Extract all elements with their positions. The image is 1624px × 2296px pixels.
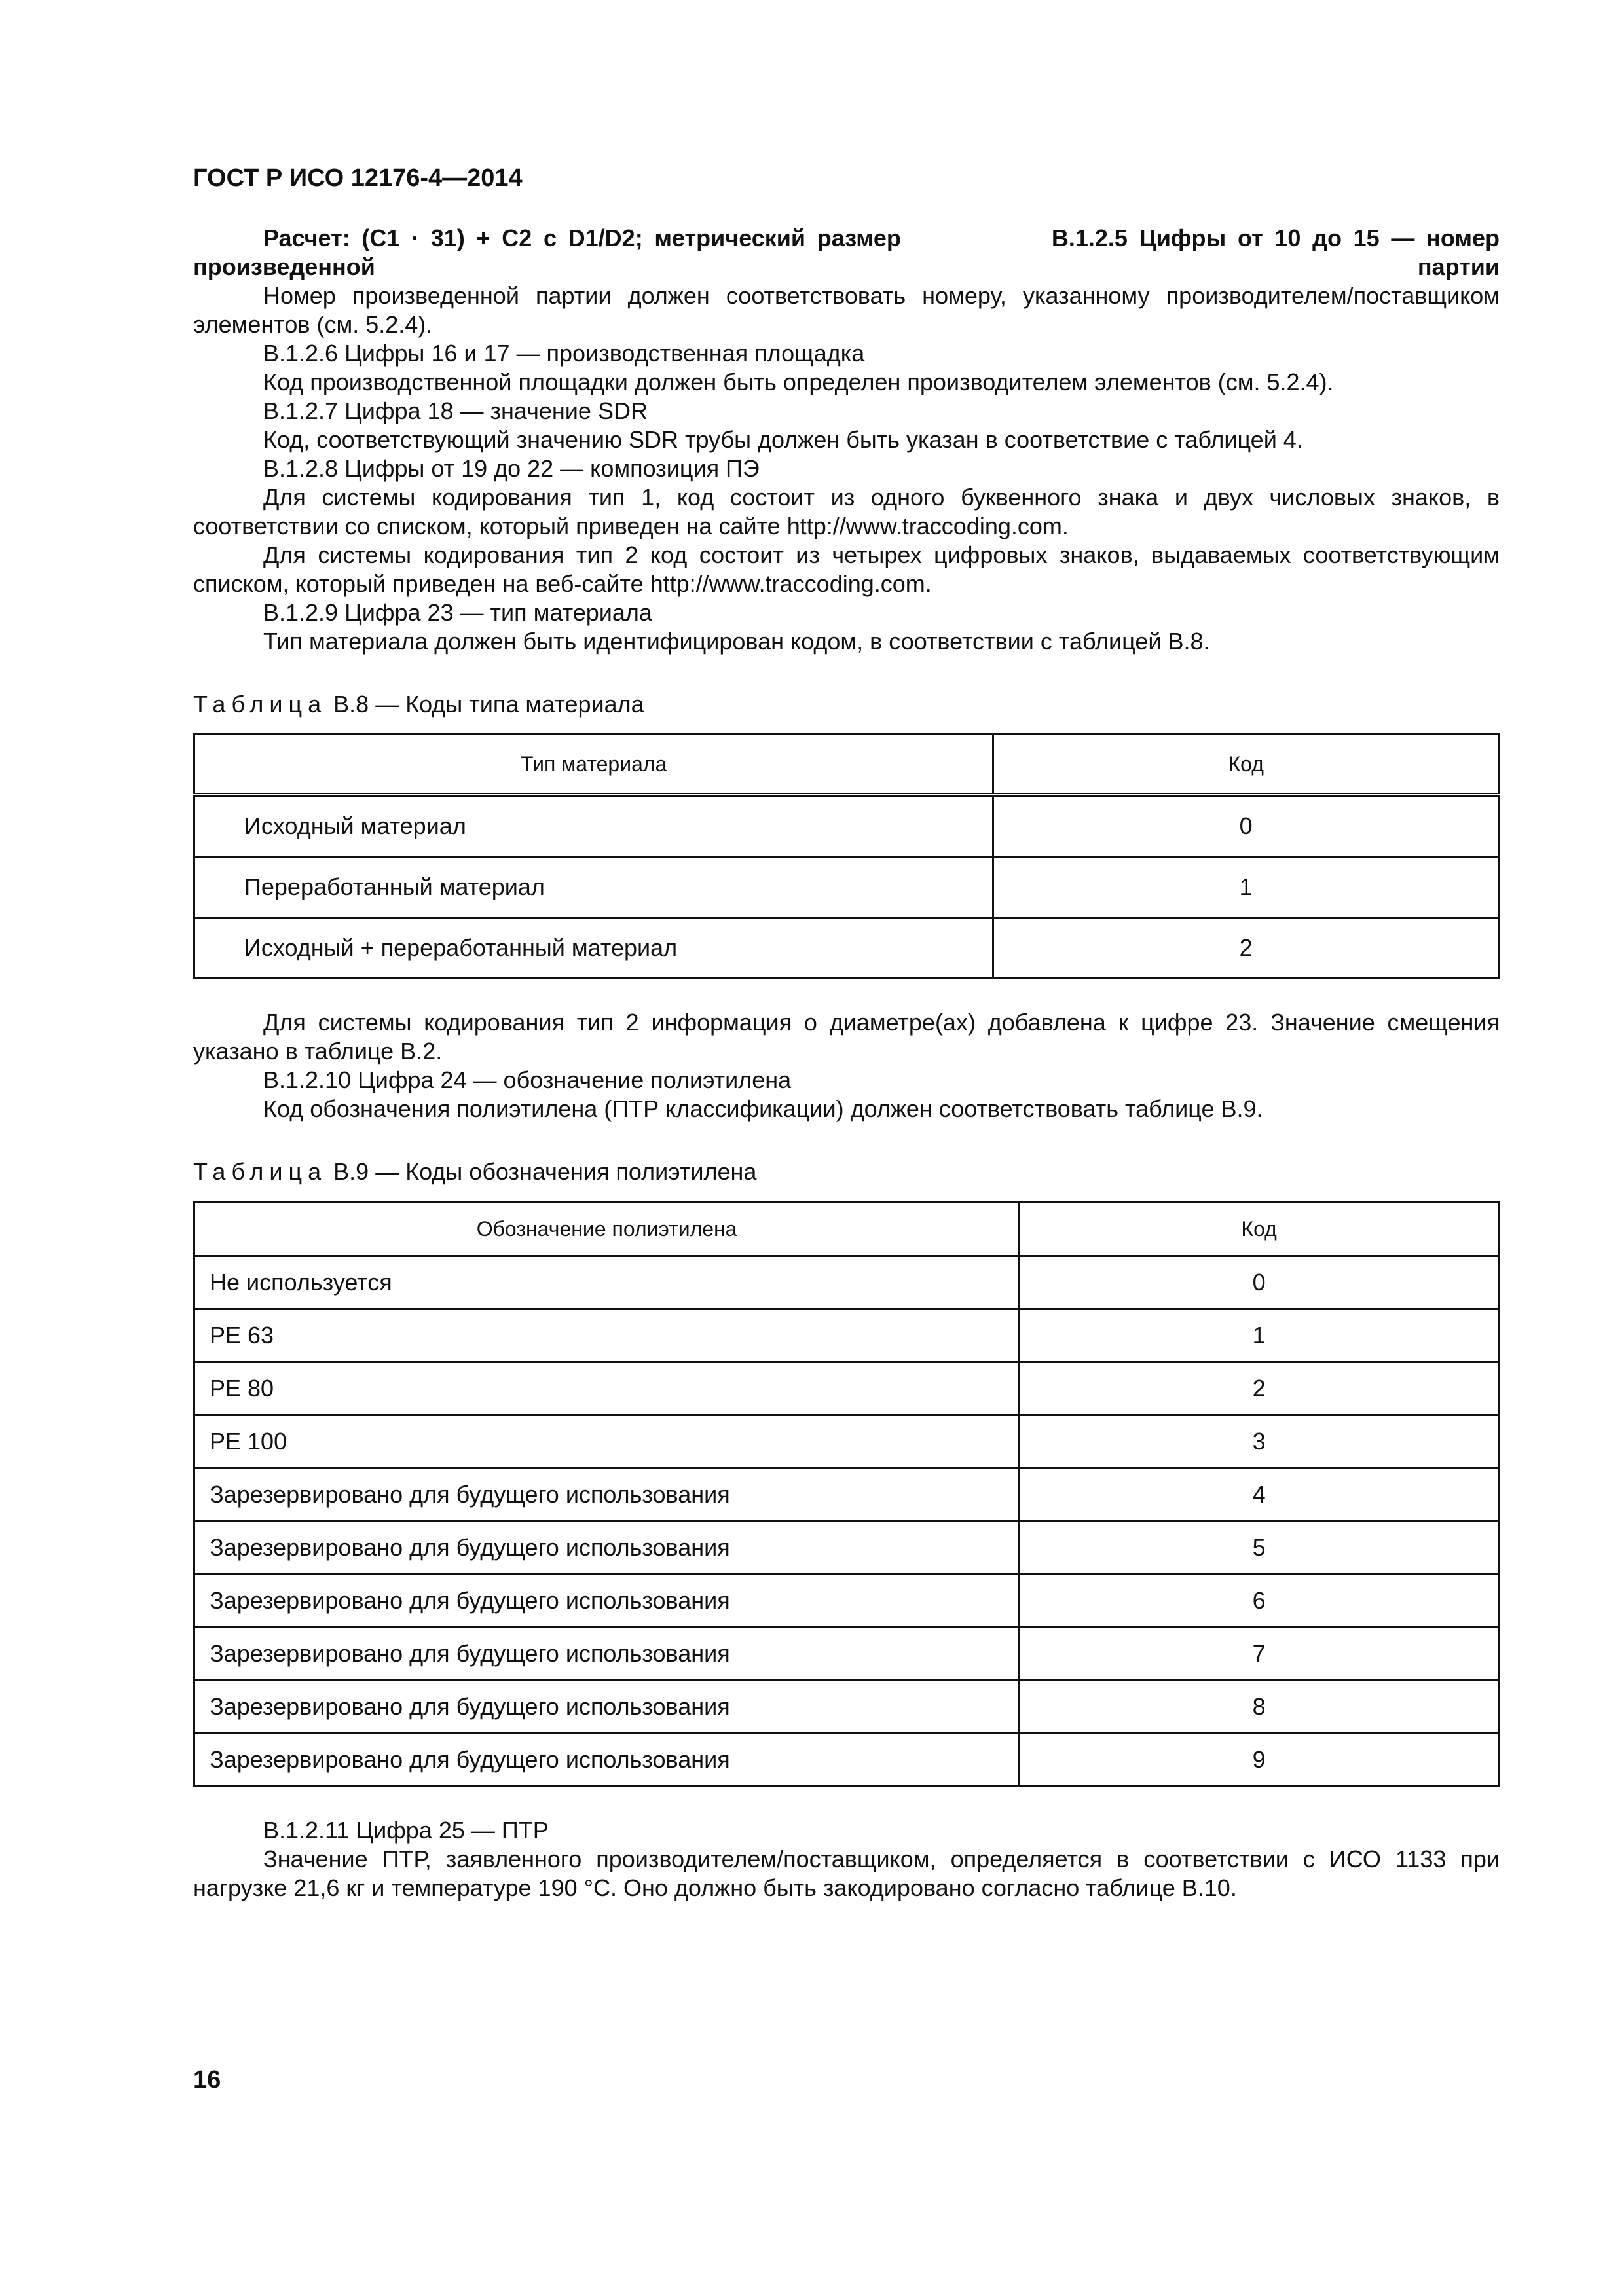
table-caption-text: В.9 — Коды обозначения полиэтилена bbox=[333, 1158, 757, 1185]
calculation-line bbox=[193, 224, 1500, 282]
table-row bbox=[194, 918, 1499, 979]
table-cell: Зарезервировано для будущего использования bbox=[194, 1734, 1020, 1787]
table-cell: Зарезервировано для будущего использования bbox=[194, 1681, 1020, 1734]
paragraph: Значение ПТР, заявленного производителем/поставщиком, определяется в соответствии с ИСО 1133 при нагрузке 21,6 кг и температуре 190 °С. Оно должно быть закодировано согласно таблице В.10. bbox=[193, 1846, 1500, 1901]
table-cell: Зарезервировано для будущего использования bbox=[194, 1468, 1020, 1522]
table-cell: 2 bbox=[993, 918, 1499, 979]
paragraph: Для системы кодирования тип 2 информация о диаметре(ах) добавлена к цифре 23. Значение смещения указано в таблице В.2. bbox=[193, 1009, 1500, 1065]
table-cell: 1 bbox=[993, 857, 1499, 918]
section-heading: В.1.2.7 Цифра 18 — значение SDR bbox=[263, 397, 648, 424]
table-caption-word: Таблица bbox=[193, 691, 327, 718]
paragraph: Тип материала должен быть идентифицирован кодом, в соответствии с таблицей В.8. bbox=[263, 628, 1210, 655]
table-row bbox=[194, 1256, 1499, 1309]
paragraph: Для системы кодирования тип 2 код состоит из четырех цифровых знаков, выдаваемых соответствующим списком, который приведен на веб-сайте http://www.traccoding.com. bbox=[193, 541, 1500, 597]
table-cell: PE 100 bbox=[194, 1415, 1020, 1468]
table-cell: 8 bbox=[1020, 1681, 1499, 1734]
table-cell: Не используется bbox=[194, 1256, 1020, 1309]
table-cell: Зарезервировано для будущего использования bbox=[194, 1522, 1020, 1575]
table-row bbox=[194, 1362, 1499, 1415]
table-row bbox=[194, 1681, 1499, 1734]
table-cell: 5 bbox=[1020, 1522, 1499, 1575]
table-cell: PE 80 bbox=[194, 1362, 1020, 1415]
table-cell: 0 bbox=[993, 795, 1499, 857]
table-caption-text: В.8 — Коды типа материала bbox=[333, 691, 644, 718]
table-row bbox=[194, 1468, 1499, 1522]
paragraph: Код, соответствующий значению SDR трубы должен быть указан в соответствие с таблицей 4. bbox=[263, 426, 1303, 453]
table-cell: 7 bbox=[1020, 1628, 1499, 1681]
material-type-table bbox=[193, 733, 1500, 979]
table-cell: 4 bbox=[1020, 1468, 1499, 1522]
paragraph: Номер произведенной партии должен соответствовать номеру, указанному производителем/поставщиком элементов (см. 5.2.4). bbox=[193, 282, 1500, 338]
table-row bbox=[194, 1628, 1499, 1681]
page-number: 16 bbox=[193, 2066, 221, 2094]
document-header: ГОСТ Р ИСО 12176-4—2014 bbox=[193, 164, 523, 192]
table-row bbox=[194, 1415, 1499, 1468]
table-cell: 1 bbox=[1020, 1309, 1499, 1362]
table-cell: 3 bbox=[1020, 1415, 1499, 1468]
table-cell: Зарезервировано для будущего использования bbox=[194, 1628, 1020, 1681]
table-caption bbox=[193, 1157, 1500, 1186]
polyethylene-designation-table bbox=[193, 1201, 1500, 1787]
section-heading: В.1.2.6 Цифры 16 и 17 — производственная площадка bbox=[263, 340, 865, 367]
table-cell: Исходный + переработанный материал bbox=[194, 918, 993, 979]
column-header: Обозначение полиэтилена bbox=[194, 1202, 1020, 1256]
document-body bbox=[193, 224, 1500, 1903]
column-header: Код bbox=[1020, 1202, 1499, 1256]
section-heading: В.1.2.9 Цифра 23 — тип материала bbox=[263, 599, 652, 626]
section-heading: В.1.2.8 Цифры от 19 до 22 — композиция ПЭ bbox=[263, 455, 760, 482]
table-caption-word: Таблица bbox=[193, 1158, 327, 1185]
table-cell: 2 bbox=[1020, 1362, 1499, 1415]
table-caption bbox=[193, 690, 1500, 719]
column-header: Код bbox=[993, 735, 1499, 795]
table-cell: Зарезервировано для будущего использования bbox=[194, 1575, 1020, 1628]
paragraph: Код производственной площадки должен быть определен производителем элементов (см. 5.2.4). bbox=[263, 369, 1334, 395]
table-row bbox=[194, 1734, 1499, 1787]
table-row bbox=[194, 795, 1499, 857]
column-header: Тип материала bbox=[194, 735, 993, 795]
table-cell: Исходный материал bbox=[194, 795, 993, 857]
paragraph: Для системы кодирования тип 1, код состоит из одного буквенного знака и двух числовых знаков, в соответствии со списком, который приведен на сайте http://www.traccoding.com. bbox=[193, 484, 1500, 539]
table-row bbox=[194, 1522, 1499, 1575]
table-header-row bbox=[194, 1202, 1499, 1256]
table-row bbox=[194, 1309, 1499, 1362]
paragraph: Код обозначения полиэтилена (ПТР классификации) должен соответствовать таблице В.9. bbox=[263, 1095, 1263, 1122]
table-row bbox=[194, 1575, 1499, 1628]
section-heading: В.1.2.11 Цифра 25 — ПТР bbox=[263, 1817, 549, 1844]
table-header-row bbox=[194, 735, 1499, 795]
section-heading: В.1.2.10 Цифра 24 — обозначение полиэтилена bbox=[263, 1066, 792, 1093]
table-cell: 0 bbox=[1020, 1256, 1499, 1309]
table-cell: 9 bbox=[1020, 1734, 1499, 1787]
table-cell: 6 bbox=[1020, 1575, 1499, 1628]
calculation-formula: Расчет: (С1 · 31) + С2 с D1/D2; метрический размер bbox=[263, 225, 901, 251]
table-cell: Переработанный материал bbox=[194, 857, 993, 918]
table-row bbox=[194, 857, 1499, 918]
section-heading: В.1.2.5 Цифры от 10 до 15 — номер произведенной партии bbox=[193, 225, 1500, 280]
table-cell: PE 63 bbox=[194, 1309, 1020, 1362]
